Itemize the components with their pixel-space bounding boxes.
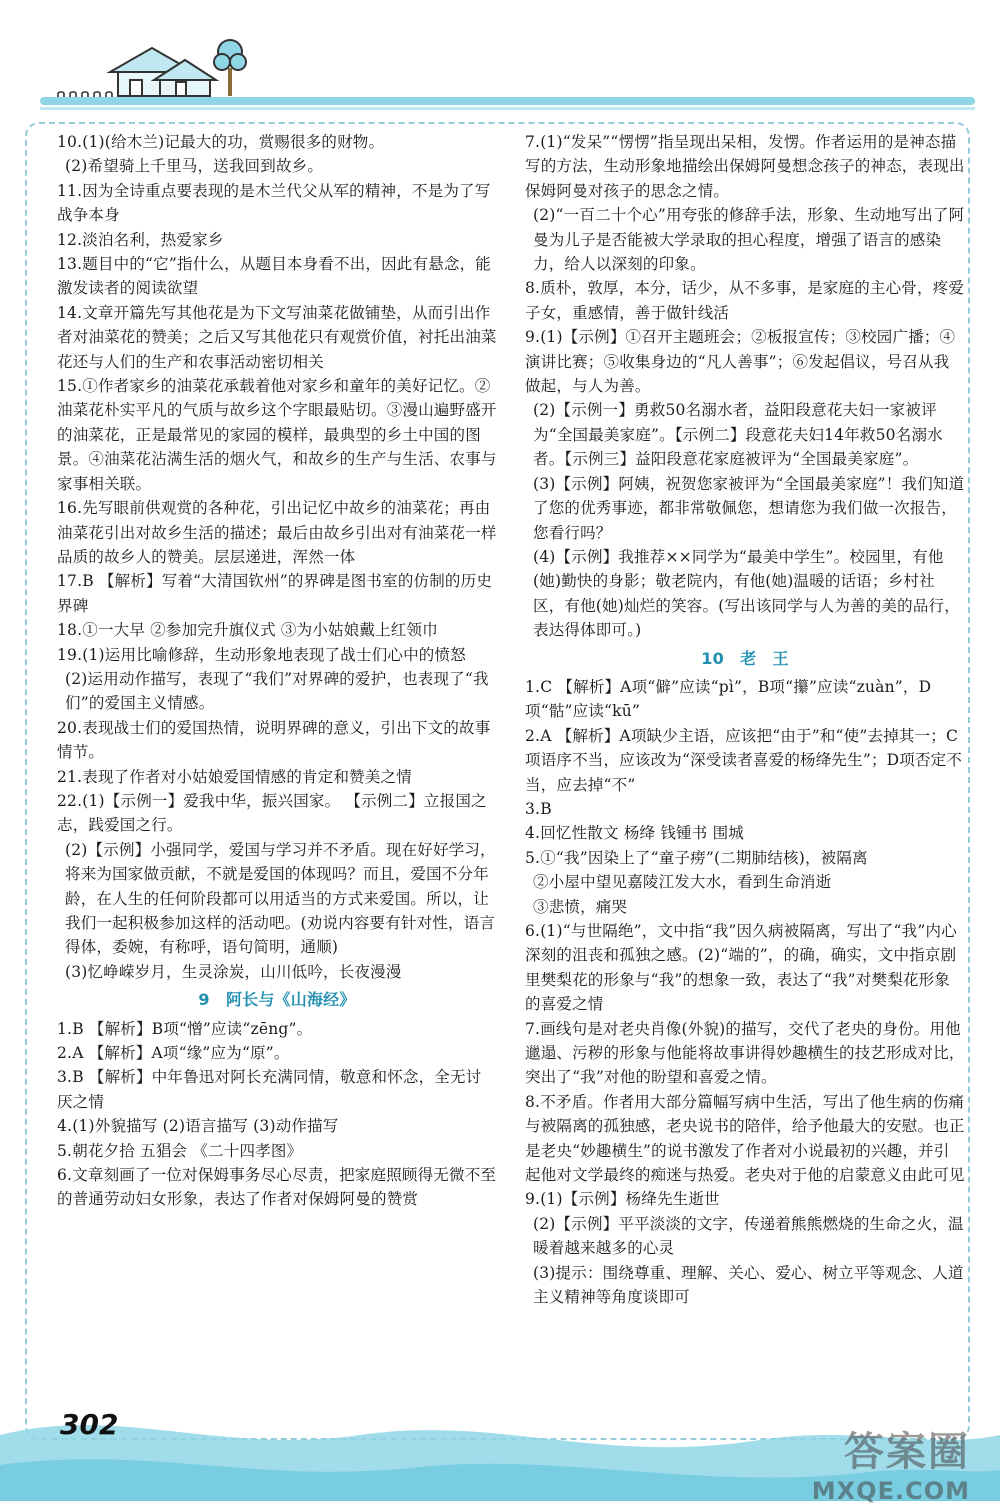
page-number: 302 xyxy=(60,1408,119,1441)
answer-item: 9.(1)【示例】杨绛先生逝世 xyxy=(525,1190,720,1209)
left-column xyxy=(57,130,497,1212)
answer-item: 22.(1)【示例一】爱我中华，振兴国家。 【示例二】立报国之志，践爱国之行。 xyxy=(57,791,487,835)
answer-item: 6.(1)“与世隔绝”，文中指“我”因久病被隔离，写出了“我”内心深刻的沮丧和孤独之感。(2)“端的”，的确，确实，文中指京剧里樊梨花的形象与“我”的想象一致，表达了“我”对樊梨花形象的喜爱之情 xyxy=(525,922,957,1014)
section-title-9: 9 阿长与《山海经》 xyxy=(198,990,356,1010)
answer-item: (2)希望骑上千里马，送我回到故乡。 xyxy=(65,157,324,176)
answer-item: (2)【示例】平平淡淡的文字，传递着熊熊燃烧的生命之火，温暖着越来越多的心灵 xyxy=(533,1214,964,1258)
answer-item: 11.因为全诗重点要表现的是木兰代父从军的精神，不是为了写战争本身 xyxy=(57,181,491,225)
answer-item: 21.表现了作者对小姑娘爱国情感的肯定和赞美之情 xyxy=(57,767,412,786)
answer-item: 3.B xyxy=(525,799,552,818)
right-column xyxy=(525,130,965,1310)
watermark-url: MXQE.COM xyxy=(811,1477,970,1505)
answer-item: 18.①一大早 ②参加完升旗仪式 ③为小姑娘戴上红领巾 xyxy=(57,621,438,640)
answer-item: (2)运用动作描写，表现了“我们”对界碑的爱护，也表现了“我们”的爱国主义情感。 xyxy=(65,669,489,713)
answer-item: 15.①作者家乡的油菜花承载着他对家乡和童年的美好记忆。②油菜花朴实平凡的气质与故乡这个字眼最贴切。③漫山遍野盛开的油菜花，正是最常见的家园的模样，最典型的乡土中国的图景。④油菜花沾满生活的烟火气，和故乡的生产与生活、农事与家事相关联。 xyxy=(57,377,497,493)
answer-item: 7.画线句是对老央肖像(外貌)的描写，交代了老央的身份。用他邋遢、污秽的形象与他能将故事讲得妙趣横生的技艺形成对比，突出了“我”对他的盼望和喜爱之情。 xyxy=(525,1019,965,1087)
answer-item: 1.B 【解析】B项“憎”应读“zēng”。 xyxy=(57,1019,313,1038)
answer-item: (2)【示例】小强同学，爱国与学习并不矛盾。现在好好学习，将来为国家做贡献，不就是爱国的体现吗？而且，爱国不分年龄，在人生的任何阶段都可以用适当的方式来爱国。所以，让我们一起积极参加这样的活动吧。(劝说内容要有针对性，语言得体，委婉，有称呼，语句简明，通顺) xyxy=(65,840,496,957)
answer-item: (2)【示例一】勇救50名溺水者，益阳段意花夫妇一家被评为“全国最美家庭”。【示例二】段意花夫妇14年救50名溺水者。【示例三】益阳段意花家庭被评为“全国最美家庭”。 xyxy=(533,401,943,469)
answer-item: (3)提示：围绕尊重、理解、关心、爱心、树立平等观念、人道主义精神等角度谈即可 xyxy=(533,1263,964,1307)
answer-item: 6.文章刻画了一位对保姆事务尽心尽责，把家庭照顾得无微不至的普通劳动妇女形象，表达了作者对保姆阿曼的赞赏 xyxy=(57,1166,497,1209)
answer-item: 17.B 【解析】写着“大清国钦州”的界碑是图书室的仿制的历史界碑 xyxy=(57,572,493,615)
answer-item: (2)“一百二十个心”用夸张的修辞手法，形象、生动地写出了阿曼为儿子是否能被大学录取的担心程度，增强了语言的感染力，给人以深刻的印象。 xyxy=(533,206,965,274)
watermark xyxy=(812,1420,970,1505)
watermark-logo-text: 答案圈 xyxy=(844,1429,970,1475)
answer-item: 20.表现战士们的爱国热情，说明界碑的意义，引出下文的故事情节。 xyxy=(57,718,491,762)
answer-item: 8.不矛盾。作者用大部分篇幅写病中生活，写出了他生病的伤痛与被隔离的孤独感，老央说书的陪伴，给予他最大的安慰。也正是老央“妙趣横生”的说书激发了作者对小说最初的兴趣，并引起他对文学最终的痴迷与热爱。老央对于他的启蒙意义由此可见 xyxy=(525,1092,965,1185)
page-header xyxy=(0,0,1000,120)
answer-item: (3)忆峥嵘岁月，生灵涂炭，山川低吟，长夜漫漫 xyxy=(65,962,402,981)
answer-item: (4)【示例】我推荐××同学为“最美中学生”。校园里，有他(她)勤快的身影；敬老院内，有他(她)温暖的话语；乡村社区，有他(她)灿烂的笑容。(写出该同学与人为善的美的品行，表达得体即可。) xyxy=(533,547,960,640)
answer-item: 10.(1)(给木兰)记最大的功，赏赐很多的财物。 xyxy=(57,133,385,151)
answer-item: 8.质朴，敦厚，本分，话少，从不多事，是家庭的主心骨，疼爱子女，重感情，善于做针线活 xyxy=(525,279,965,322)
answer-item: 4.回忆性散文 杨绛 钱锺书 围城 xyxy=(525,824,744,843)
answer-item: ③悲愤，痛哭 xyxy=(533,897,628,916)
answer-item: 2.A 【解析】A项缺少主语，应该把“由于”和“使”去掉其一；C项语序不当，应该改为“深受读者喜爱的杨绛先生”；D项否定不当，应去掉“不” xyxy=(525,726,963,794)
answer-item: 12.淡泊名利，热爱家乡 xyxy=(57,230,224,249)
answer-item: 1.C 【解析】A项“僻”应读“pì”，B项“攥”应读“zuàn”，D项“骷”应读“kū” xyxy=(525,677,932,721)
answer-item: 16.先写眼前供观赏的各种花，引出记忆中故乡的油菜花；再由油菜花引出对故乡生活的描述；最后由故乡引出对有油菜花一样品质的故乡人的赞美。层层递进，浑然一体 xyxy=(57,499,497,566)
answer-item: 9.(1)【示例】①召开主题班会；②板报宣传；③校园广播；④演讲比赛；⑤收集身边的“凡人善事”；⑥发起倡议，号召从我做起，与人为善。 xyxy=(525,328,956,396)
answer-item: 13.题目中的“它”指什么，从题目本身看不出，因此有悬念，能激发读者的阅读欲望 xyxy=(57,255,492,298)
answer-item: 3.B 【解析】中年鲁迅对阿长充满同情，敬意和怀念，全无讨厌之情 xyxy=(57,1068,482,1111)
answer-item: 4.(1)外貌描写 (2)语言描写 (3)动作描写 xyxy=(57,1117,339,1136)
section-title-10: 10 老 王 xyxy=(701,648,789,668)
answer-item: 14.文章开篇先写其他花是为下文写油菜花做铺垫，从而引出作者对油菜花的赞美；之后又写其他花只有观赏价值，衬托出油菜花还与人们的生产和农事活动密切相关 xyxy=(57,303,497,371)
answer-item: 7.(1)“发呆”“愣愣”指呈现出呆相，发愣。作者运用的是神态描写的方法，生动形象地描绘出保姆阿曼想念孩子的神态，表现出保姆阿曼对孩子的思念之情。 xyxy=(525,133,965,200)
answer-item: 19.(1)运用比喻修辞，生动形象地表现了战士们心中的愤怒 xyxy=(57,645,466,664)
answer-item: ②小屋中望见嘉陵江发大水，看到生命消逝 xyxy=(533,873,832,892)
answer-item: 2.A 【解析】A项“缘”应为“原”。 xyxy=(57,1044,290,1063)
answer-item: (3)【示例】阿姨，祝贺您家被评为“全国最美家庭”！我们知道了您的优秀事迹，都非常敬佩您，想请您为我们做一次报告，您看行吗？ xyxy=(533,474,965,542)
answer-item: 5.朝花夕拾 五猖会 《二十四孝图》 xyxy=(57,1141,303,1160)
answer-item: 5.①“我”因染上了“童子痨”(二期肺结核)，被隔离 xyxy=(525,848,868,867)
